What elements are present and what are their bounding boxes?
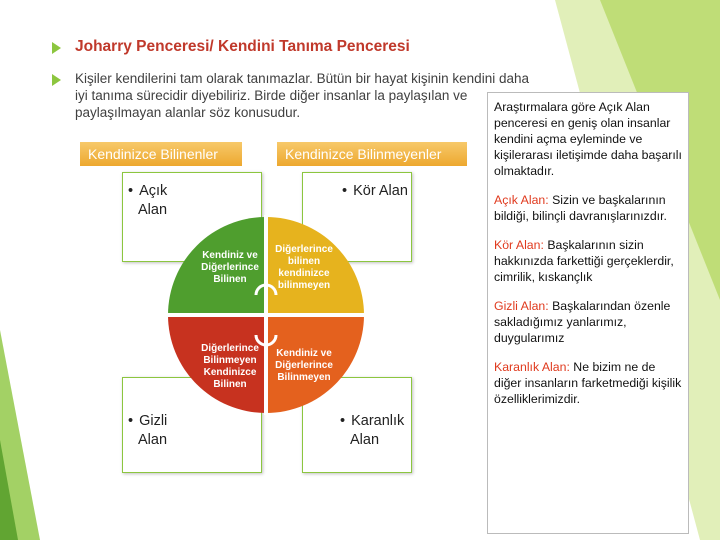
page-title: Joharry Penceresi/ Kendini Tanıma Penceresi	[75, 38, 410, 55]
wedge-text-blind-area: Diğerlerince bilinen kendinizce bilinmeyen	[275, 244, 333, 291]
bullet-arrow-icon	[52, 74, 61, 86]
label-dark-area: • Karanlık Alan	[340, 413, 405, 448]
label-blind-area: • Kör Alan	[342, 183, 408, 199]
explanation-panel	[487, 92, 689, 534]
panel-item-blind-area: Kör Alan: Başkalarının sizin hakkınızda farkettiği gerçeklerdir, cimrilik, kıskançlık	[494, 238, 674, 284]
wedge-text-dark-area: Kendiniz ve Diğerlerince Bilinmeyen	[275, 348, 333, 383]
wedge-text-hidden-area: Diğerlerince Bilinmeyen Kendinizce Bilinen	[201, 343, 259, 390]
label-open-area: • Açık Alan	[128, 183, 168, 218]
intro-row	[52, 70, 545, 121]
title-row	[52, 38, 410, 56]
panel-item-dark-area: Karanlık Alan: Ne bizim ne de diğer insanların farketmediği kişilik özelliklerimizdir.	[494, 360, 682, 406]
panel-intro: Araştırmalara göre Açık Alan penceresi en geniş olan insanlar kendini açma eyleminde ve kişilerarası iletişimde daha başarılı olmaktadır.	[494, 100, 682, 178]
label-hidden-area: • Gizli Alan	[128, 413, 168, 448]
bullet-arrow-icon	[52, 42, 61, 54]
intro-paragraph: Kişiler kendilerini tam olarak tanımazlar. Bütün bir hayat kişinin kendini daha iyi tanıma sürecidir diyebiliriz. Birde diğer insanlar la paylaşılan ve paylaşılmayan alanlar söz konusudur.	[75, 71, 529, 120]
panel-item-hidden-area: Gizli Alan: Başkalarından özenle sakladığımız yanlarımız, duygularımız	[494, 299, 671, 345]
header-known-to-self: Kendinizce Bilinenler	[80, 142, 242, 166]
wedge-text-open-area: Kendiniz ve Diğerlerince Bilinen	[201, 250, 259, 285]
header-unknown-to-self: Kendinizce Bilinmeyenler	[277, 142, 467, 166]
panel-item-open-area: Açık Alan: Sizin ve başkalarının bildiği, bilinçli davranışlarınızdır.	[494, 193, 667, 223]
